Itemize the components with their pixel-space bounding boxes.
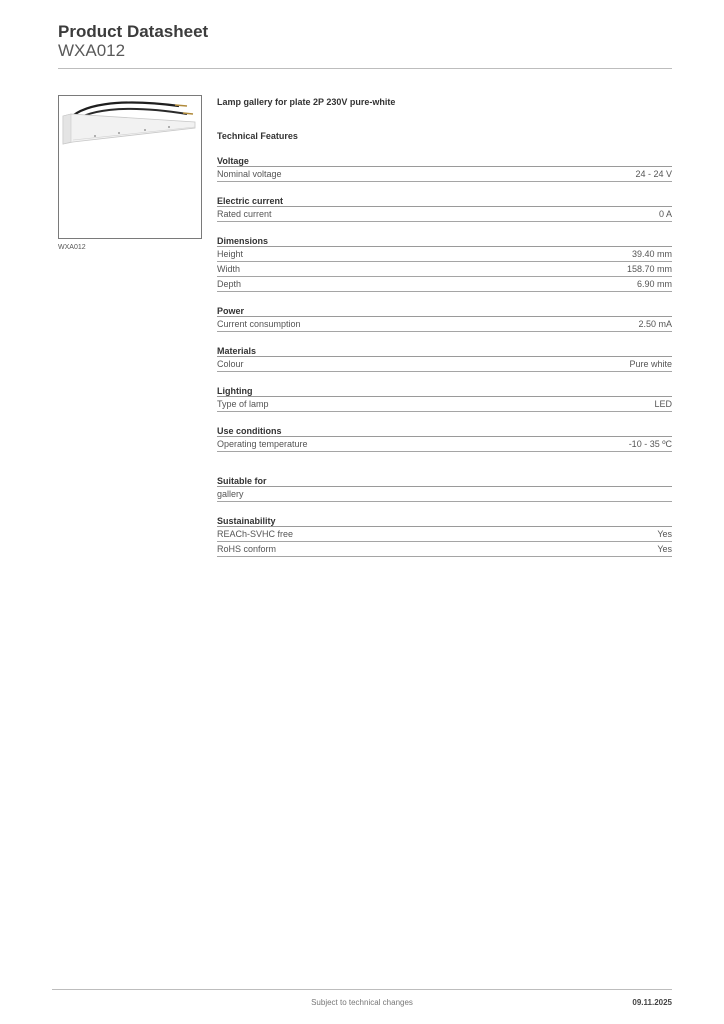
spec-row [217,527,672,542]
section-title: Dimensions [217,235,672,247]
product-image [58,95,202,239]
spec-label: Rated current [217,209,272,219]
section-use-conditions [217,425,672,452]
spec-label: Height [217,249,244,259]
spec-row [217,247,672,262]
section-lighting [217,385,672,412]
section-title: Sustainability [217,515,672,527]
spec-content [217,96,672,557]
header-divider [58,68,672,69]
footer-date: 09.11.2025 [632,998,672,1007]
spec-value: Pure white [629,359,672,369]
section-title: Power [217,305,672,317]
footer-divider [52,989,672,990]
section-dimensions [217,235,672,292]
spec-value: 0 A [658,209,672,219]
document-header [58,22,672,60]
spec-value: 2.50 mA [638,319,672,329]
spec-value: Yes [657,529,672,539]
spec-label: Depth [217,279,242,289]
product-code: WXA012 [58,41,126,60]
section-title: Use conditions [217,425,672,437]
spec-value: 158.70 mm [626,264,672,274]
section-title: Suitable for [217,475,672,487]
section-voltage [217,155,672,182]
spec-row [217,317,672,332]
spec-label: Width [217,264,241,274]
product-name: Lamp gallery for plate 2P 230V pure-white [217,97,396,107]
spec-row [217,487,672,502]
spec-label: RoHS conform [217,544,277,554]
spec-label: gallery [217,489,244,499]
spec-value: -10 - 35 ºC [628,439,672,449]
lamp-gallery-illustration [59,96,201,238]
section-electric-current [217,195,672,222]
section-title: Voltage [217,155,672,167]
spec-label: Colour [217,359,244,369]
section-title: Electric current [217,195,672,207]
document-title: Product Datasheet [58,22,209,41]
section-title: Lighting [217,385,672,397]
section-title: Materials [217,345,672,357]
spec-value: Yes [657,544,672,554]
spec-value: LED [654,399,672,409]
spec-row [217,542,672,557]
spec-row [217,277,672,292]
spec-row [217,207,672,222]
spec-row [217,167,672,182]
spec-value: 39.40 mm [631,249,672,259]
section-power [217,305,672,332]
spec-label: Current consumption [217,319,301,329]
technical-features-heading: Technical Features [217,131,298,141]
spec-row [217,262,672,277]
spec-label: Nominal voltage [217,169,282,179]
section-materials [217,345,672,372]
spec-row [217,397,672,412]
spec-row [217,437,672,452]
spec-label: REACh-SVHC free [217,529,294,539]
footer-note: Subject to technical changes [311,998,413,1007]
spec-label: Operating temperature [217,439,308,449]
spec-value: 6.90 mm [636,279,672,289]
section-suitable-for [217,475,672,502]
spec-value: 24 - 24 V [635,169,672,179]
image-caption: WXA012 [58,244,86,251]
spec-row [217,357,672,372]
section-sustainability [217,515,672,557]
spec-label: Type of lamp [217,399,269,409]
